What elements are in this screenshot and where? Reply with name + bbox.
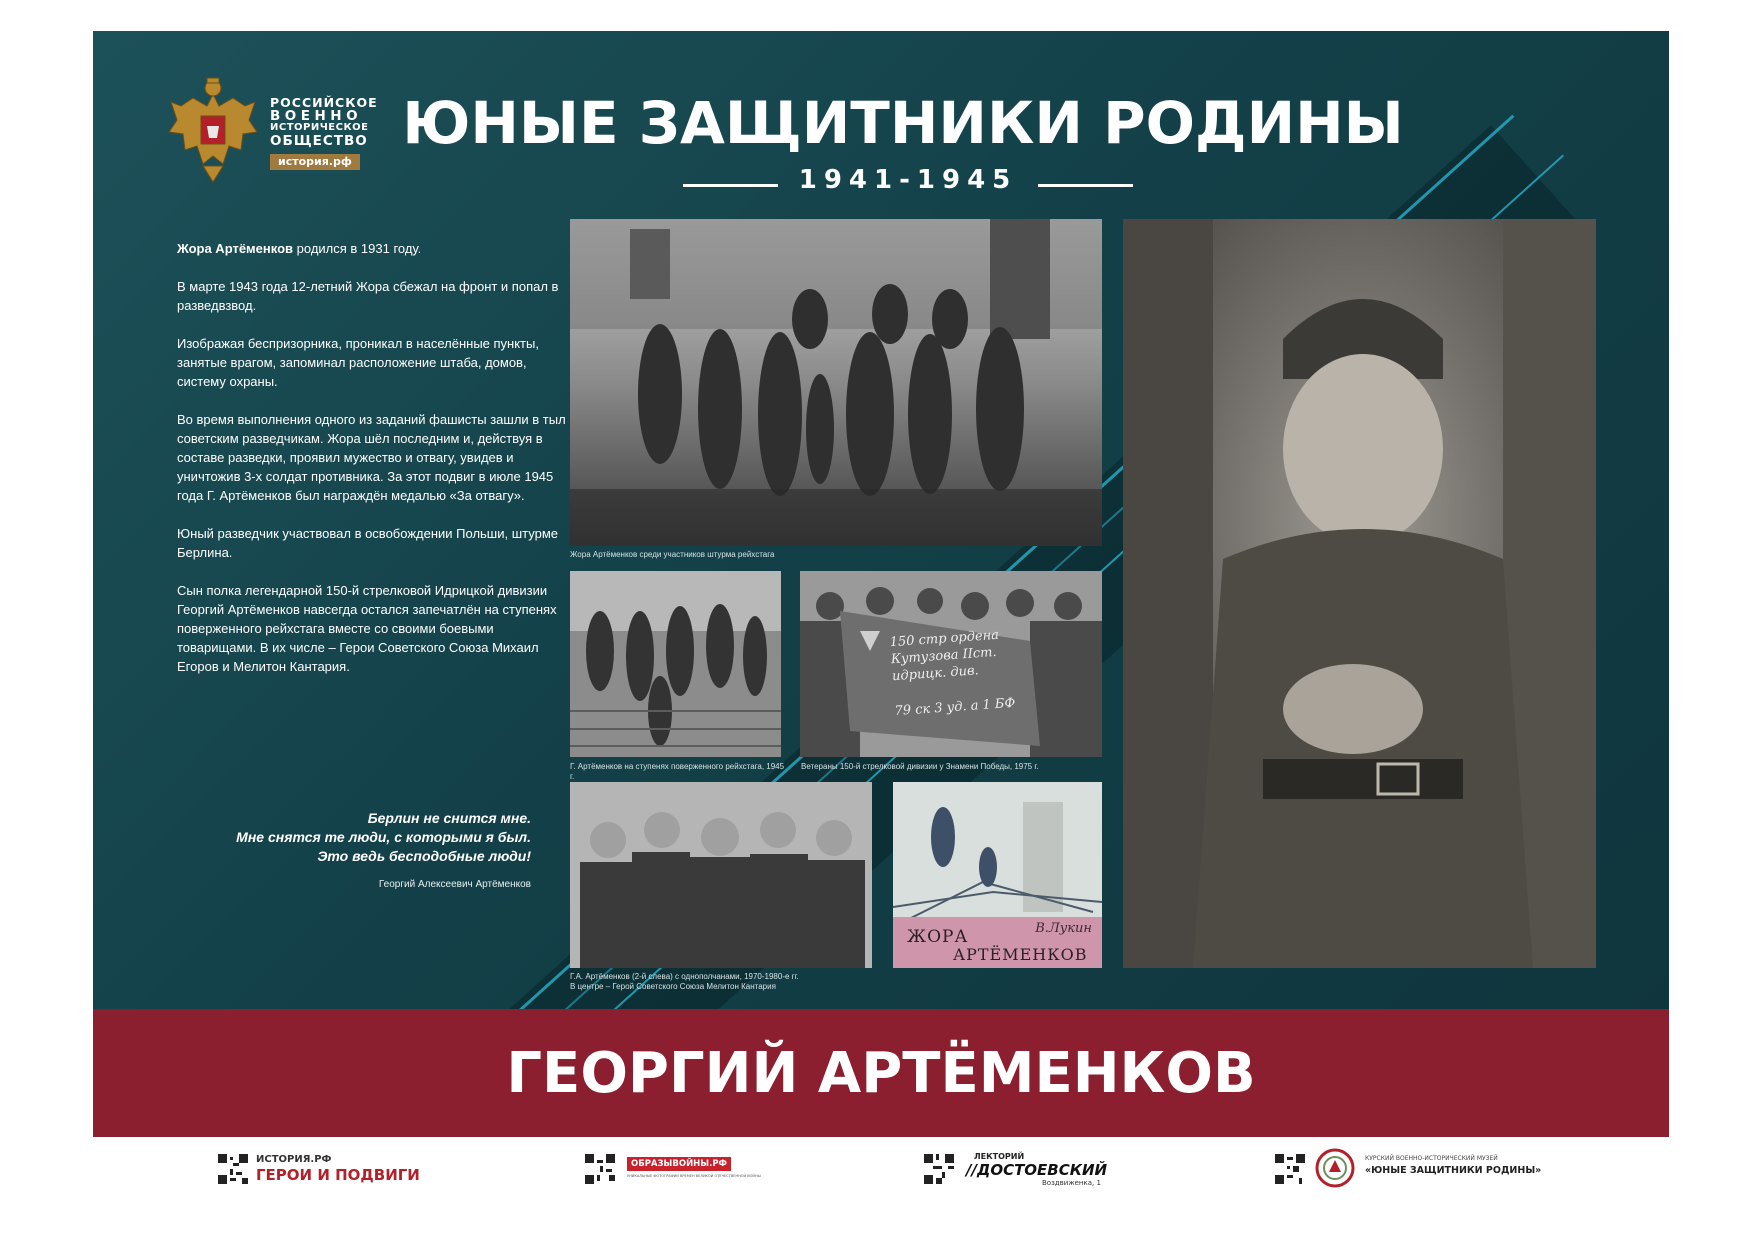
caption-photo-2: Г. Артёменков на ступенях поверженного рейхстага, 1945 г.: [570, 762, 785, 781]
logo-line-1: РОССИЙСКОЕ: [270, 95, 378, 110]
photo-reichstag-steps[interactable]: [570, 571, 781, 757]
caption-photo-3: Ветераны 150-й стрелковой дивизии у Знамени Победы, 1975 г.: [801, 762, 1039, 771]
caption-line: Г.А. Артёменков (2-й слева) с однополчанами, 1970-1980-е гг.: [570, 972, 799, 981]
photo-portrait[interactable]: [1123, 219, 1596, 968]
qr-code-icon: [924, 1154, 954, 1184]
bio-paragraph: Во время выполнения одного из заданий фашисты зашли в тыл советским разведчикам. Жора шёл последним и, действуя в составе разведки, проявил мужество и отвагу, увидев и уничтожив 3-х солдат противника. За этот подвиг в июле 1945 года Г. Артёменков был награждён медалью «За отвагу».: [177, 412, 566, 503]
bio-paragraph: Юный разведчик участвовал в освобождении Польши, штурме Берлина.: [177, 526, 558, 560]
footer-item-2-logo: ОБРАЗЫВОЙНЫ.РФ: [627, 1157, 731, 1171]
footer-item-1-top: ИСТОРИЯ.РФ: [256, 1154, 332, 1165]
footer-item-4-main: «ЮНЫЕ ЗАЩИТНИКИ РОДИНЫ»: [1365, 1165, 1542, 1176]
photo-book-cover[interactable]: [893, 782, 1102, 968]
banner-line: Кутузова IIст.: [890, 644, 998, 668]
poster-title: ЮНЫЕ ЗАЩИТНИКИ РОДИНЫ: [402, 89, 1404, 157]
footer-item-2-sub: УНИКАЛЬНЫЕ ФОТОГРАФИИ ВРЕМЕН ВЕЛИКОЙ ОТЕЧЕСТВЕННОЙ ВОЙНЫ: [627, 1174, 761, 1178]
bio-paragraph: Сын полка легендарной 150-й стрелковой Идрицкой дивизии Георгий Артёменков навсегда остался запечатлён на ступенях поверженного рейхстага вместе со своими боевыми товарищами. В их числе – Герои Советского Союза Михаил Егоров и Мелитон Кантария.: [177, 583, 557, 674]
years-label: 1941-1945: [798, 165, 1018, 195]
name-band: [93, 1009, 1669, 1137]
logo-line-2: ВОЕННО: [270, 108, 363, 125]
footer-item-kursk-museum[interactable]: [1275, 1150, 1555, 1190]
biography-text: [177, 239, 567, 695]
banner-line: 79 ск 3 уд. а 1 БФ: [894, 695, 1016, 720]
bio-born: родился в 1931 году.: [293, 241, 422, 256]
footer-item-war-images[interactable]: [585, 1150, 761, 1190]
quote-line: Это ведь бесподобные люди!: [317, 848, 531, 864]
book-title-band: [893, 917, 1102, 968]
years-right-rule: [1038, 184, 1133, 187]
footer-item-3-main: //ДОСТОЕВСКИЙ: [966, 1161, 1108, 1179]
museum-emblem-icon: [1315, 1148, 1355, 1188]
quote-line: Берлин не снится мне.: [367, 810, 531, 826]
book-title-line-1: ЖОРА: [907, 927, 969, 947]
caption-photo-1: Жора Артёменков среди участников штурма рейхстага: [570, 550, 775, 559]
quote: [173, 809, 531, 866]
book-title-line-2: АРТЁМЕНКОВ: [953, 945, 1088, 964]
logo-site-badge[interactable]: история.рф: [270, 154, 360, 170]
book-author: В.Лукин: [1035, 921, 1092, 936]
caption-line: В центре – Герой Советского Союза Мелитон Кантария: [570, 982, 776, 991]
bio-paragraph: Изображая беспризорника, проникал в населённые пункты, занятые врагом, запоминал расположение штаба, домов, систему охраны.: [177, 336, 539, 389]
photo-veterans[interactable]: [570, 782, 872, 968]
qr-code-icon: [585, 1154, 615, 1184]
years-row: [683, 165, 1133, 205]
caption-photo-4: [570, 972, 890, 992]
logo-line-4: ОБЩЕСТВО: [270, 132, 368, 149]
bio-paragraph: [177, 239, 567, 258]
banner-line: идрицк. див.: [891, 663, 980, 685]
poster-panel: [93, 31, 1669, 1137]
qr-code-icon: [218, 1154, 248, 1184]
photo-victory-banner[interactable]: [800, 571, 1102, 757]
banner-line: 150 стр ордена: [889, 627, 1000, 651]
qr-code-icon: [1275, 1154, 1305, 1184]
banner-text: [889, 624, 1045, 720]
footer-item-4-top: КУРСКИЙ ВОЕННО-ИСТОРИЧЕСКИЙ МУЗЕЙ: [1365, 1155, 1498, 1162]
footer-item-1-bottom: ГЕРОИ И ПОДВИГИ: [256, 1166, 420, 1184]
logo-line-3: ИСТОРИЧЕСКОЕ: [270, 122, 369, 134]
quote-line: Мне снятся те люди, с которыми я был.: [236, 829, 531, 845]
photo-reichstag-group[interactable]: [570, 219, 1102, 546]
footer-item-dostoevsky[interactable]: [924, 1150, 1124, 1190]
rvio-logo-text: [270, 96, 378, 170]
rvio-logo[interactable]: [163, 76, 403, 196]
bio-paragraph: В марте 1943 года 12-летний Жора сбежал на фронт и попал в разведвзвод.: [177, 279, 559, 313]
quote-author: Георгий Алексеевич Артёменков: [378, 879, 531, 890]
bio-name: Жора Артёменков: [177, 241, 294, 256]
hero-name: ГЕОРГИЙ АРТЁМЕНКОВ: [506, 1041, 1256, 1106]
double-headed-eagle-icon: [163, 76, 263, 186]
footer: [0, 1150, 1755, 1200]
footer-item-3-sub: Воздвиженка, 1: [1042, 1179, 1101, 1187]
footer-item-heroes[interactable]: [218, 1150, 438, 1190]
footer-item-3-top: ЛЕКТОРИЙ: [974, 1152, 1025, 1161]
